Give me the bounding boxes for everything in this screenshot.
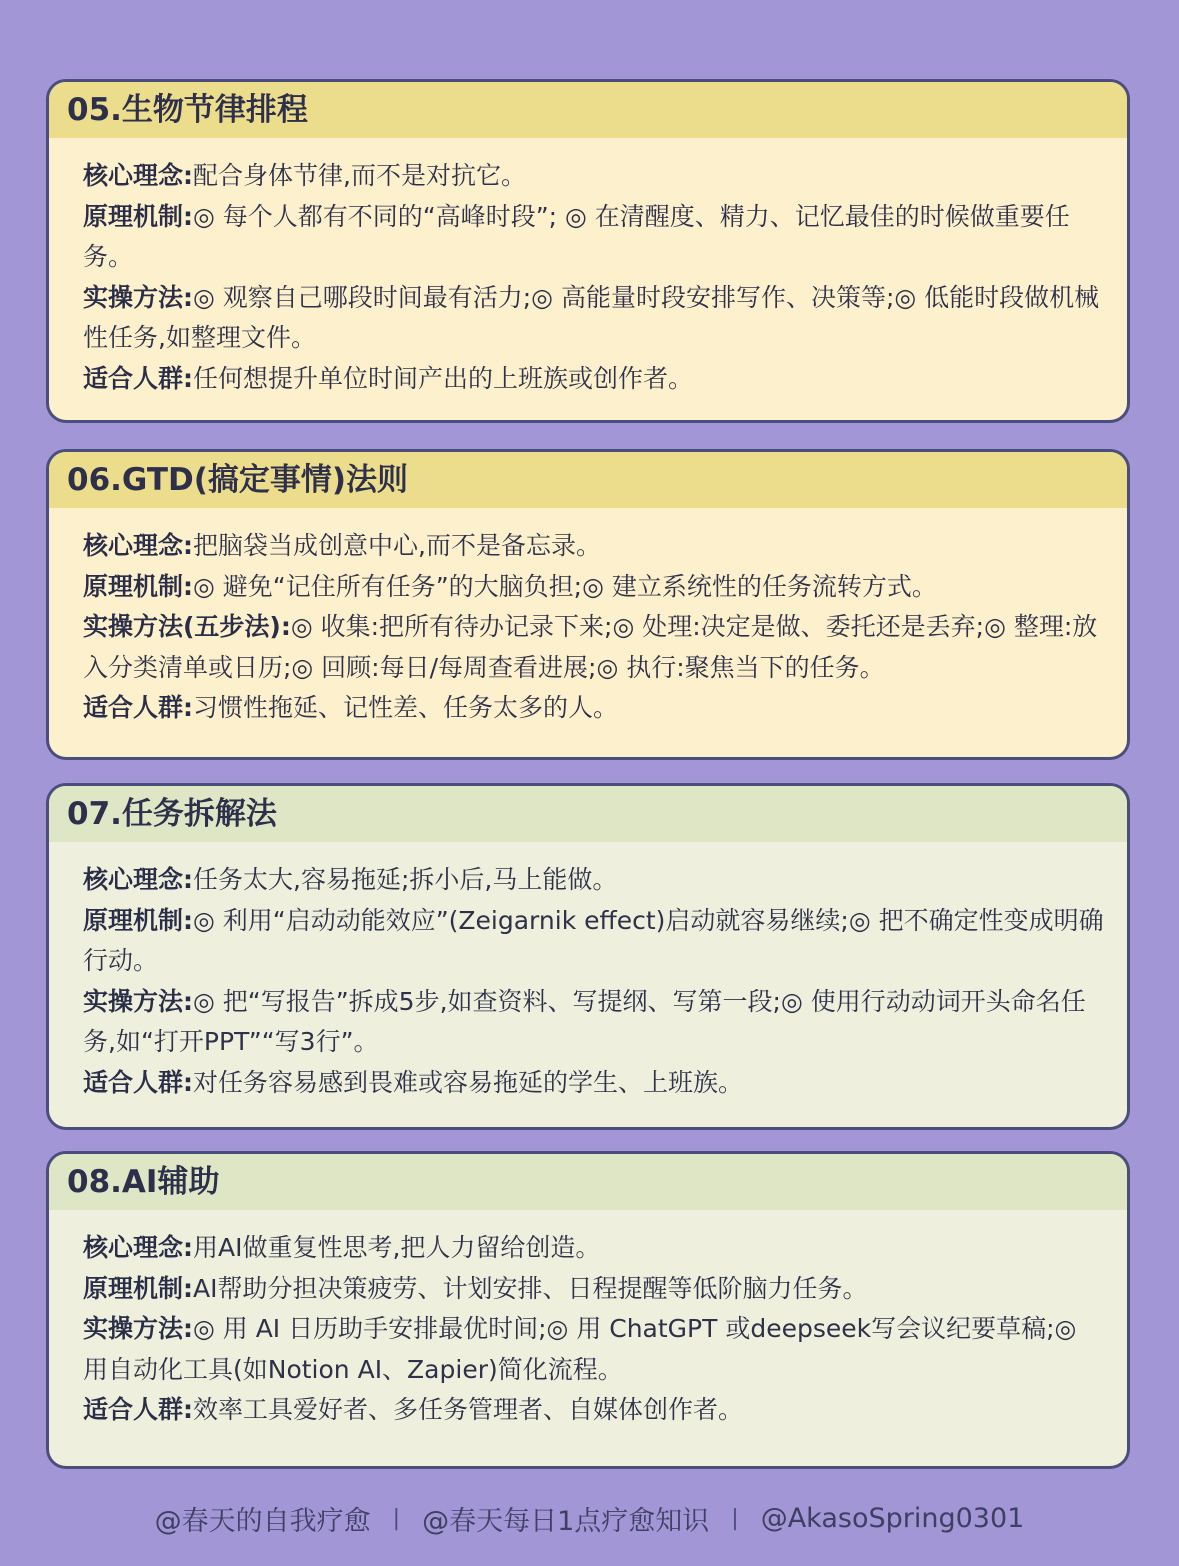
row-core-concept: 核心理念:任务太大,容易拖延;拆小后,马上能做。 <box>83 865 618 894</box>
row-method: 实操方法:◎ 观察自己哪段时间最有活力;◎ 高能量时段安排写作、决策等;◎ 低能时段做机械性任务,如整理文件。 <box>83 282 1100 352</box>
row-core-concept: 核心理念:用AI做重复性思考,把人力留给创造。 <box>83 1233 601 1262</box>
section-card-08 <box>46 1151 1130 1469</box>
footer-handle-2: @春天每日1点疗愈知识 <box>422 1505 710 1537</box>
section-body <box>49 1210 1127 1431</box>
footer-handle-1: @春天的自我疗愈 <box>154 1505 371 1537</box>
row-audience: 适合人群:效率工具爱好者、多任务管理者、自媒体创作者。 <box>83 1395 744 1424</box>
section-card-06 <box>46 449 1130 760</box>
section-title: 05.生物节律排程 <box>49 82 1127 138</box>
section-body <box>49 842 1127 1103</box>
footer-separator: | <box>731 1505 739 1531</box>
footer-credits <box>0 1496 1179 1540</box>
section-title: 06.GTD(搞定事情)法则 <box>49 452 1127 508</box>
row-audience: 适合人群:任何想提升单位时间产出的上班族或创作者。 <box>83 363 694 393</box>
row-mechanism: 原理机制:AI帮助分担决策疲劳、计划安排、日程提醒等低阶脑力任务。 <box>83 1273 868 1303</box>
row-method: 实操方法:◎ 用 AI 日历助手安排最优时间;◎ 用 ChatGPT 或deepseek写会议纪要草稿;◎ 用自动化工具(如Notion AI、Zapier)简化流程。 <box>83 1314 1077 1384</box>
row-method: 实操方法(五步法):◎ 收集:把所有待办记录下来;◎ 处理:决定是做、委托还是丢弃;◎ 整理:放入分类清单或日历;◎ 回顾:每日/每周查看进展;◎ 执行:聚焦当下的任务。 <box>83 612 1098 682</box>
row-mechanism: 原理机制:◎ 避免“记住所有任务”的大脑负担;◎ 建立系统性的任务流转方式。 <box>83 571 937 601</box>
section-title: 08.AI辅助 <box>49 1154 1127 1210</box>
section-card-05 <box>46 79 1130 423</box>
row-audience: 适合人群:习惯性拖延、记性差、任务太多的人。 <box>83 693 619 722</box>
section-title: 07.任务拆解法 <box>49 786 1127 842</box>
row-audience: 适合人群:对任务容易感到畏难或容易拖延的学生、上班族。 <box>83 1067 744 1097</box>
row-method: 实操方法:◎ 把“写报告”拆成5步,如查资料、写提纲、写第一段;◎ 使用行动动词开头命名任务,如“打开PPT”“写3行”。 <box>83 986 1086 1056</box>
row-core-concept: 核心理念:把脑袋当成创意中心,而不是备忘录。 <box>83 531 601 560</box>
footer-handle-3: @AkasoSpring0301 <box>760 1502 1025 1534</box>
section-body <box>49 508 1127 729</box>
row-mechanism: 原理机制:◎ 利用“启动动能效应”(Zeigarnik effect)启动就容易继续;◎ 把不确定性变成明确行动。 <box>83 905 1104 975</box>
footer-separator: | <box>392 1505 401 1531</box>
section-card-07 <box>46 783 1130 1130</box>
row-core-concept: 核心理念:配合身体节律,而不是对抗它。 <box>83 161 526 190</box>
row-mechanism: 原理机制:◎ 每个人都有不同的“高峰时段”; ◎ 在清醒度、精力、记忆最佳的时候做重要任务。 <box>83 201 1070 271</box>
section-body <box>49 138 1127 399</box>
